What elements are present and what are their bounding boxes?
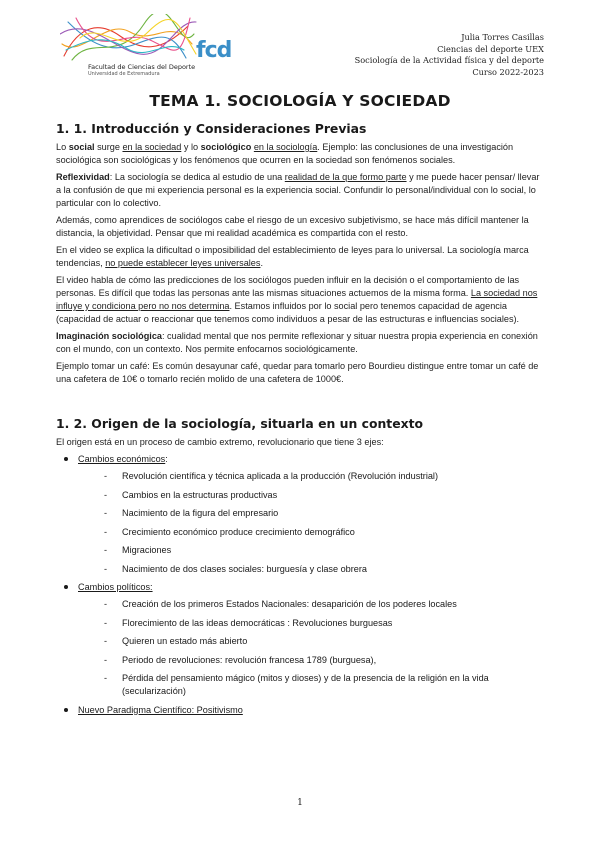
list-item: - Nacimiento de dos clases sociales: burguesía y clase obrera — [102, 563, 544, 576]
text-run: y me puede hacer pensar/ llevar a la confusión de que mi experiencia personal es la experiencia social. Confundir lo personal/individual con lo social, lo particular con lo colectivo. — [56, 172, 540, 208]
list-item: - Quieren un estado más abierto — [102, 635, 544, 648]
section-1-heading: 1. 1. Introducción y Consideraciones Previas — [56, 121, 367, 136]
text-run: en la sociología — [253, 142, 318, 152]
document-title: TEMA 1. SOCIOLOGÍA Y SOCIEDAD — [149, 92, 451, 110]
degree-name: Ciencias del deporte UEX — [437, 43, 544, 54]
list-item: - Crecimiento económico produce crecimiento demográfico — [102, 526, 544, 539]
political-changes-list — [78, 598, 544, 698]
text-run: : cualidad mental que nos permite reflexionar y situar nuestra propia experiencia en conexión con el mundo, con un contexto. Nos permite enfocarnos sociológicamente. — [56, 331, 538, 354]
axis-label: Cambios políticos: — [78, 582, 153, 592]
document-meta — [355, 32, 544, 78]
axis-scientific — [56, 704, 544, 717]
logo-caption — [88, 64, 198, 78]
text-run: social — [68, 142, 95, 152]
logo-lines-graphic — [60, 14, 200, 66]
course-year: Curso 2022-2023 — [472, 66, 544, 77]
economic-changes-list — [78, 470, 544, 576]
text-run: Imaginación sociológica — [56, 331, 162, 341]
faculty-logo — [60, 14, 232, 82]
text-run: realidad de la que formo parte — [284, 172, 407, 182]
page-header — [56, 14, 544, 84]
paragraph-subjetivismo: Además, como aprendices de sociólogos cabe el riesgo de un excesivo subjetivismo, se hace más difícil mantener la distancia, la objetividad. Pensar que mi realidad académica es compartida con el resto. — [56, 215, 529, 238]
text-run: . Estamos influidos por lo social pero tenemos capacidad de agencia (capacidad de actuar o reaccionar que tenemos como individuos a pesar de las estructuras e influencias sociales). — [56, 301, 520, 324]
text-run: sociológico — [200, 142, 252, 152]
paragraph-social — [56, 141, 544, 167]
text-run: y lo — [181, 142, 201, 152]
text-run: surge — [94, 142, 123, 152]
subject-name: Sociología de la Actividad física y del deporte — [354, 55, 544, 65]
logo-caption-title: Facultad de Ciencias del Deporte — [88, 63, 196, 71]
section-2-heading: 1. 2. Origen de la sociología, situarla en un contexto — [56, 416, 424, 431]
logo-fcd-mark: fcd — [196, 38, 232, 63]
axis-label-suffix: : — [165, 454, 168, 464]
list-item: - Creación de los primeros Estados Nacionales: desaparición de los poderes locales — [102, 598, 544, 611]
text-run: : La sociología se dedica al estudio de una — [109, 172, 285, 182]
axis-political — [56, 581, 544, 698]
text-run: no puede establecer leyes universales — [105, 258, 261, 268]
paragraph-cafe: Ejemplo tomar un café: Es común desayunar café, quedar para tomarlo pero Bourdieu distingue entre tomar un café de una cafetera de 10€ o tomarlo recién molido de una cafetera de 1000€. — [56, 361, 539, 384]
list-item: - Florecimiento de las ideas democráticas : Revoluciones burguesas — [102, 617, 544, 630]
text-run: En el video se explica la dificultad o imposibilidad del establecimiento de leyes para lo universal. La sociología marca tendencias, — [56, 245, 529, 268]
text-run: . — [260, 258, 263, 268]
paragraph-reflexividad — [56, 171, 544, 210]
list-item: - Pérdida del pensamiento mágico (mitos y dioses) y de la presencia de la religión en la vida (secularización) — [102, 672, 544, 698]
text-run: Lo — [56, 142, 69, 152]
list-item: - Periodo de revoluciones: revolución francesa 1789 (burguesa), — [102, 654, 544, 667]
axis-label: Nuevo Paradigma Científico: Positivismo — [78, 704, 243, 715]
logo-caption-university: Universidad de Extremadura — [88, 71, 160, 77]
text-run: en la sociedad — [122, 142, 182, 152]
axis-economic — [56, 453, 544, 576]
section-2-intro: El origen está en un proceso de cambio extremo, revolucionario que tiene 3 ejes: — [56, 437, 384, 447]
text-run: El video habla de cómo las predicciones de los sociólogos pueden influir en la decisión o el comportamiento de las personas. Es difícil que todas las personas ante las mismas situaciones actuemos de la misma forma. — [56, 275, 520, 298]
document-body — [56, 92, 544, 719]
list-item: - Cambios en la estructuras productivas — [102, 489, 544, 502]
origin-axes-list — [56, 453, 544, 717]
list-item: - Revolución científica y técnica aplicada a la producción (Revolución industrial) — [102, 470, 544, 483]
paragraph-predicciones — [56, 274, 544, 326]
paragraph-leyes — [56, 244, 544, 270]
author-name: Julia Torres Casillas — [461, 32, 544, 42]
list-item: - Nacimiento de la figura del empresario — [102, 507, 544, 520]
page-number: 1 — [297, 798, 303, 808]
paragraph-imaginacion — [56, 330, 544, 356]
text-run: Reflexividad — [56, 172, 110, 182]
text-run: La sociedad nos influye y condiciona pero no nos determina — [56, 288, 538, 311]
text-run: . Ejemplo: las conclusiones de una investigación sociológica son sociológicas y los fenómenos que ocurren en la sociedad son fenómenos sociales. — [56, 142, 514, 165]
axis-label: Cambios económicos — [78, 454, 166, 464]
list-item: - Migraciones — [102, 544, 544, 557]
